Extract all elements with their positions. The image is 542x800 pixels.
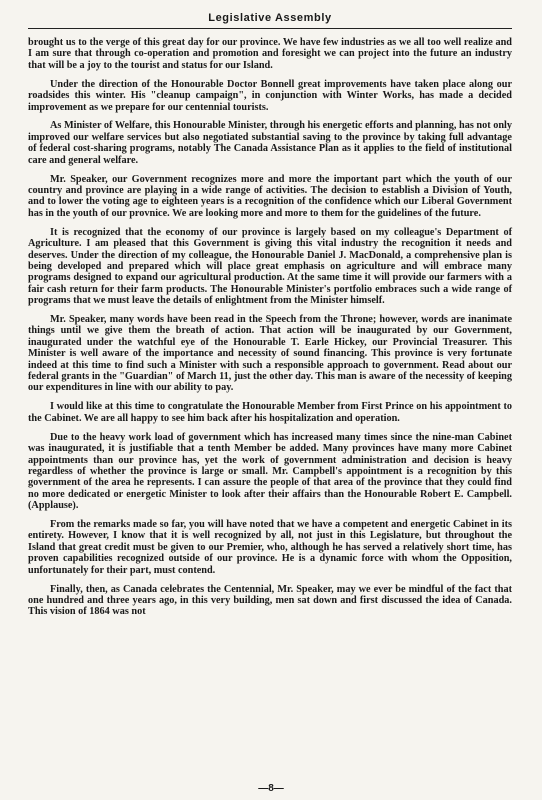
paragraph: Under the direction of the Honourable Doctor Bonnell great improvements have taken place along our roadsides this winter. His "cleanup campaign", in conjunction with Winter Works, has made a decided improvement as we prepare for our centennial tourists. (28, 78, 512, 113)
paragraph: From the remarks made so far, you will have noted that we have a competent and energetic Cabinet in its entirety. However, I know that it is well recognized by all, not just in this Legislature, but throughout the Island that great credit must be given to our Premier, who, although he has served a relatively short time, has proven capabilities recognized outside of our province. He is a dynamic force with whom the Opposition, unfortunately for their part, must contend. (28, 519, 512, 576)
paragraph: It is recognized that the economy of our province is largely based on my colleague's Department of Agriculture. I am pleased that this Government is giving this vital industry the recognition it needs and deserves. Under the direction of my colleague, the Honourable Daniel J. MacDonald, a comprehensive plan is being developed and prepared which will place great emphasis on agriculture and will embrace many programs designed to expand our agricultural production. At the same time it will provide our farmers with a fair cash return for their farm products. The Honourable Minister's portfolio embraces such a wide range of programs that we must leave the details of enlightment from the Minister himself. (28, 226, 512, 307)
paragraph: Mr. Speaker, our Government recognizes more and more the important part which the youth of our country and province are playing in a wide range of activities. The decision to establish a Division of Youth, and to lower the voting age to eighteen years is a recognition of the confidence which our Liberal Government has in the youth of our provnice. We are looking more and more to them for the guidelines of the future. (28, 173, 512, 219)
page-number: —8— (258, 783, 284, 794)
paragraph: Finally, then, as Canada celebrates the Centennial, Mr. Speaker, may we ever be mindful of the fact that one hundred and three years ago, in this very building, men sat down and first discussed the idea of Canada. This vision of 1864 was not (28, 583, 512, 618)
document-body (28, 37, 512, 618)
running-header (28, 0, 512, 29)
paragraph: Due to the heavy work load of government which has increased many times since the nine-man Cabinet was inaugurated, it is justifiable that a tenth Member be added. Many provinces have many more Cabinet appointments than our province has, yet the work of government administration and decision is heavy regardless of whether the province is large or small. Mr. Campbell's appointment is a recognition by this government of the area he represents. I can assure the people of that area of the province that they could find no more dedicated or energetic Minister to look after their affairs than the Honourable Robert E. Campbell. (Applause). (28, 431, 512, 512)
paragraph: Mr. Speaker, many words have been read in the Speech from the Throne; however, words are inanimate things until we give them the breath of action. That action will be inaugurated by our Government, inaugurated under the watchful eye of the Honourable T. Earle Hickey, our Provincial Treasurer. This Minister is well aware of the importance and necessity of sound financing. This province is very fortunate indeed at this time to find such a Minister with such a responsible approach to government. Read about our federal grants in the "Guardian" of March 11, just the other day. This man is aware of the necessity of keeping our expenditures in line with our ability to pay. (28, 314, 512, 394)
paragraph: As Minister of Welfare, this Honourable Minister, through his energetic efforts and planning, has not only improved our welfare services but also negotiated substantial saving to the province by taking full advantage of federal cost-sharing programs, notably The Canada Assistance Plan as it applies to the field of institutional care and general welfare. (28, 120, 512, 166)
paragraph: brought us to the verge of this great day for our province. We have few industries as we all too well realize and I am sure that through co-operation and promotion and foresight we can project into the future an industry that will be a joy to the tourist and status for our Island. (28, 37, 512, 71)
page-title: Legislative Assembly (208, 12, 332, 24)
paragraph: I would like at this time to congratulate the Honourable Member from First Prince on his appointment to the Cabinet. We are all happy to see him back after his hospitalization and operation. (28, 401, 512, 424)
